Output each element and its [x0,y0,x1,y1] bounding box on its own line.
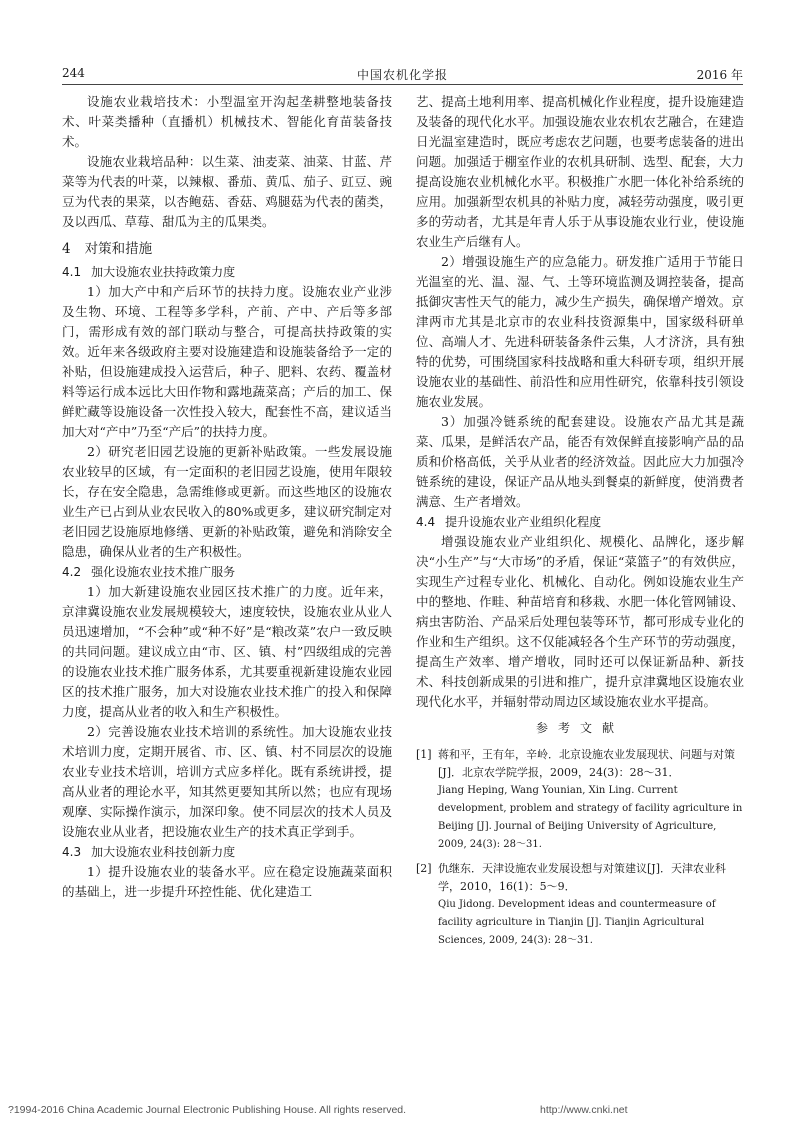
subsection-title: 加大设施农业扶持政策力度 [91,265,236,279]
right-column [416,92,744,956]
subsection-number: 4.3 [62,845,82,859]
section-heading [62,236,392,262]
subsection-heading [416,512,744,532]
subsection-heading [62,562,392,582]
reference-english: Jiang Heping, Wang Younian, Xin Ling. Current development, problem and strategy of facility agriculture in Beijing [J]. Journal of Beijing University of Agriculture, 2009, 24(3): 28～31. [438,785,743,850]
reference-item [416,746,744,854]
subsection-number: 4.4 [416,515,436,529]
paragraph: 1）加大产中和产后环节的扶持力度。设施农业产业涉及生物、环境、工程等多学科，产前、产中、产后等多部门，需形成有效的部门联动与整合，可提高扶持政策的实效。近年来各级政府主要对设施建造和设施装备给予一定的补贴，但设施建成投入运营后，种子、肥料、农药、覆盖材料等运行成本远比大田作物和露地蔬菜高；产后的加工、保鲜贮藏等设施设备一次性投入较大，配套性不高，建议适当加大对“产中”乃至“产后”的扶持力度。 [62,284,392,439]
paragraph: 1）提升设施农业的装备水平。应在稳定设施蔬菜面积的基础上，进一步提升环控性能、优化建造工 [62,864,392,899]
subsection-title: 强化设施农业技术推广服务 [91,565,236,579]
paragraph: 1）加大新建设施农业园区技术推广的力度。近年来，京津冀设施农业发展规模较大，速度较快，设施农业从业人员迅速增加，“不会种”或“种不好”是“粮改菜”农户一致反映的共同问题。建议成立由“市、区、镇、村”四级组成的完善的设施农业技术推广服务体系，尤其要重视新建设施农业园区的技术推广服务，加大对设施农业技术推广的投入和保障力度，提高从业者的收入和生产积极性。 [62,584,392,719]
reference-chinese: 仇继东．天津设施农业发展设想与对策建议[J]．天津农业科学，2010，16(1)：5～9． [438,862,726,893]
paragraph: 2）增强设施生产的应急能力。研发推广适用于节能日光温室的光、温、湿、气、土等环境监测及调控装备，提高抵御灾害性天气的能力，减少生产损失，确保增产增效。京津两市尤其是北京市的农业科技资源集中，国家级科研单位、高端人才、先进科研装备条件云集，人才济济，具有独特的优势，可围绕国家科技战略和重大科研专项，组织开展设施农业的基础性、前沿性和应用性研究，依靠科技引领设施农业发展。 [416,254,744,409]
left-column [62,92,392,902]
site-link[interactable]: http://www.cnki.net [540,1104,628,1116]
reference-item [416,860,744,950]
paragraph: 设施农业栽培品种：以生菜、油麦菜、油菜、甘蓝、芹菜等为代表的叶菜，以辣椒、番茄、黄瓜、茄子、豇豆、豌豆为代表的果菜，以杏鲍菇、香菇、鸡腿菇为代表的菌类，及以西瓜、草莓、甜瓜为主的瓜果类。 [62,154,392,229]
reference-number: [2] [416,862,432,875]
header-rule [62,84,743,85]
paragraph: 2）完善设施农业技术培训的系统性。加大设施农业技术培训力度，定期开展省、市、区、镇、村不同层次的设施农业专业技术培训，培训方式应多样化。既有系统讲授，提高从业者的理论水平，知其然更要知其所以然；也应有现场观摩、实际操作演示，加深印象。使不同层次的技术人员及设施农业从业者，把设施农业生产的技术真正学到手。 [62,724,392,839]
section-title: 对策和措施 [84,241,153,257]
page-header [62,66,743,84]
paragraph: 艺、提高土地利用率、提高机械化作业程度，提升设施建造及装备的现代化水平。加强设施农业农机农艺融合，在建造日光温室建造时，既应考虑农艺问题，也要考虑装备的进出问题。加强适于棚室作业的农机具研制、选型、配套，大力提高设施农业机械化水平。积极推广水肥一体化补给系统的应用。加强新型农机具的补贴力度，减轻劳动强度，吸引更多的劳动者，尤其是年青人乐于从事设施农业行业，使设施农业生产后继有人。 [416,94,744,249]
subsection-title: 加大设施农业科技创新力度 [91,845,236,859]
paragraph: 设施农业栽培技术：小型温室开沟起垄耕整地装备技术、叶菜类播种（直播机）机械技术、智能化育苗装备技术。 [62,94,392,149]
paragraph: 3）加强冷链系统的配套建设。设施农产品尤其是蔬菜、瓜果，是鲜活农产品，能否有效保鲜直接影响产品的品质和价格高低，关乎从业者的经济效益。因此应大力加强冷链系统的建设，保证产品从地头到餐桌的新鲜度，使消费者满意、生产者增效。 [416,414,744,509]
subsection-heading [62,262,392,282]
paragraph: 2）研究老旧园艺设施的更新补贴政策。一些发展设施农业较早的区域，有一定面积的老旧园艺设施，使用年限较长，存在安全隐患，急需维修或更新。而这些地区的设施农业生产已占到从业农民收入的80%或更多，建议研究制定对老旧园艺设施原地修缮、更新的补贴政策，避免和消除安全隐患，确保从业者的生产积极性。 [62,444,392,559]
subsection-heading [62,842,392,862]
reference-number: [1] [416,748,432,761]
reference-english: Qiu Jidong. Development ideas and countermeasure of facility agriculture in Tianjin [J]. Tianjin Agricultural Sciences, 2009, 24(3): 28～31. [438,899,716,946]
subsection-number: 4.1 [62,265,82,279]
publication-year: 2016 年 [696,68,743,82]
copyright-notice: ?1994-2016 China Academic Journal Electronic Publishing House. All rights reserved. [8,1104,407,1116]
subsection-title: 提升设施农业产业组织化程度 [445,515,602,529]
subsection-number: 4.2 [62,565,82,579]
reference-chinese: 蒋和平，王有年，辛岭．北京设施农业发展现状、问题与对策[J]．北京农学院学报，2009，24(3)：28～31． [438,748,735,779]
journal-title: 中国农机化学报 [356,68,448,82]
page-number: 244 [62,66,85,80]
references-heading: 参考文献 [535,721,624,735]
paragraph: 增强设施农业产业组织化、规模化、品牌化，逐步解决“小生产”与“大市场”的矛盾，保证“菜篮子”的有效供应，实现生产过程专业化、机械化、自动化。例如设施农业生产中的整地、作畦、种苗培育和移栽、水肥一体化管网铺设、病虫害防治、产品采后处理包装等环节，都可形成专业化的作业和生产组织。这不仅能减轻各个生产环节的劳动强度，提高生产效率、增产增收，同时还可以保证新品种、新技术、科技创新成果的引进和推广，提升京津冀地区设施农业现代化水平，并辐射带动周边区域设施农业水平提高。 [416,534,744,709]
section-number: 4 [62,241,71,257]
